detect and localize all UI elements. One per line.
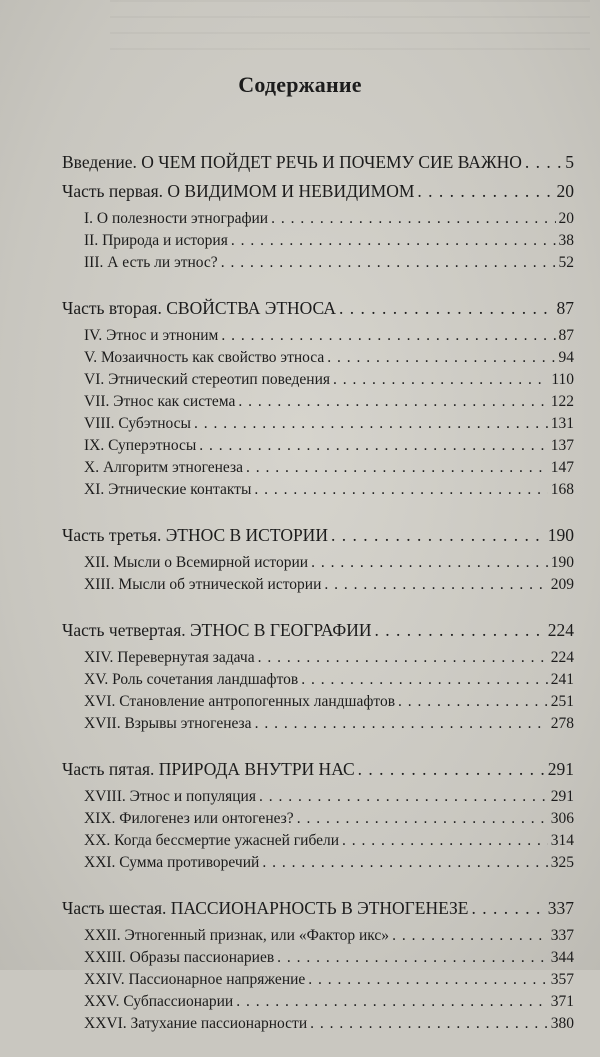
toc-leader-dots <box>246 457 548 479</box>
toc-entry-page: 224 <box>550 649 574 666</box>
toc-part <box>62 896 574 1035</box>
toc-entry-label: X. Алгоритм этногенеза <box>84 459 243 476</box>
toc-leader-dots <box>331 523 545 548</box>
toc-chapter <box>84 1013 574 1035</box>
toc-leader-dots <box>308 969 547 991</box>
toc-entry-label: IV. Этнос и этноним <box>84 327 219 344</box>
toc-entry-page: 314 <box>550 832 574 849</box>
toc-entry-label: VII. Этнос как система <box>84 393 236 410</box>
toc-entry-page: 291 <box>547 759 574 779</box>
toc-entry-label: XV. Роль сочетания ландшафтов <box>84 671 299 688</box>
toc-chapter <box>84 991 574 1013</box>
toc-chapter <box>84 786 574 808</box>
toc-chapter <box>84 808 574 830</box>
toc-entry-page: 52 <box>558 254 574 271</box>
toc-entry-label: XXIV. Пассионарное напряжение <box>84 971 306 988</box>
toc-entry-page: 337 <box>550 927 574 944</box>
toc-leader-dots <box>221 252 556 274</box>
bleed-through-text <box>110 0 590 60</box>
toc-entry-page: 380 <box>550 1015 574 1032</box>
toc-chapter <box>84 713 574 735</box>
toc-entry-page: 190 <box>550 554 574 571</box>
toc-entry-page: 147 <box>550 459 574 476</box>
toc-chapter <box>84 413 574 435</box>
toc-leader-dots <box>471 896 544 921</box>
toc-chapter <box>84 252 574 274</box>
toc-part <box>62 618 574 735</box>
toc-leader-dots <box>525 150 562 175</box>
page-title: Содержание <box>238 72 362 97</box>
toc-entry-page: 87 <box>556 298 574 318</box>
toc-entry-page: 20 <box>556 181 574 201</box>
toc-entry-label: IX. Суперэтносы <box>84 437 197 454</box>
toc-entry-page: 371 <box>550 993 574 1010</box>
toc-part-heading <box>62 757 574 782</box>
toc-part <box>62 757 574 874</box>
toc-entry-label: Часть шестая. ПАССИОНАРНОСТЬ В ЭТНОГЕНЕЗЕ <box>62 898 469 918</box>
toc-chapter <box>84 457 574 479</box>
toc-entry-page: 291 <box>550 788 574 805</box>
toc-chapter <box>84 647 574 669</box>
toc-leader-dots <box>310 1013 548 1035</box>
toc-chapter <box>84 391 574 413</box>
toc-leader-dots <box>311 552 548 574</box>
toc-entry-label: Часть третья. ЭТНОС В ИСТОРИИ <box>62 525 328 545</box>
toc-entry-page: 357 <box>550 971 574 988</box>
toc-entry-page: 344 <box>550 949 574 966</box>
toc-entry-label: XXI. Сумма противоречий <box>84 854 260 871</box>
toc-entry-label: XI. Этнические контакты <box>84 481 252 498</box>
toc-entry-label: III. А есть ли этнос? <box>84 254 218 271</box>
toc-chapter <box>84 691 574 713</box>
toc-entry-label: II. Природа и история <box>84 232 228 249</box>
toc-entry-label: XVI. Становление антропогенных ландшафтов <box>84 693 396 710</box>
toc-entry-page: 137 <box>550 437 574 454</box>
toc-entry-label: V. Мозаичность как свойство этноса <box>84 349 325 366</box>
toc-part <box>62 296 574 501</box>
toc-chapter <box>84 852 574 874</box>
toc-entry-label: VIII. Субэтносы <box>84 415 191 432</box>
toc-chapter <box>84 669 574 691</box>
toc-entry-page: 5 <box>565 152 574 172</box>
toc-leader-dots <box>221 325 555 347</box>
toc-entry-label: XXV. Субпассионарии <box>84 993 234 1010</box>
toc-leader-dots <box>199 435 547 457</box>
toc-part <box>62 179 574 274</box>
toc-chapter <box>84 552 574 574</box>
toc-entry-page: 251 <box>550 693 574 710</box>
toc-leader-dots <box>392 925 548 947</box>
toc-leader-dots <box>194 413 548 435</box>
toc-leader-dots <box>375 618 545 643</box>
toc-entry-page: 209 <box>550 576 574 593</box>
toc-chapter <box>84 369 574 391</box>
toc-entry-page: 337 <box>547 898 574 918</box>
toc-chapter <box>84 230 574 252</box>
toc-leader-dots <box>259 786 548 808</box>
toc-part-heading <box>62 179 574 204</box>
toc-entry-page: 278 <box>550 715 574 732</box>
toc-entry-label: Часть вторая. СВОЙСТВА ЭТНОСА <box>62 298 336 318</box>
toc-leader-dots <box>333 369 548 391</box>
toc-leader-dots <box>258 647 548 669</box>
toc-leader-dots <box>327 347 555 369</box>
toc-leader-dots <box>262 852 547 874</box>
toc-leader-dots <box>398 691 548 713</box>
toc-entry-label: XIII. Мысли об этнической истории <box>84 576 322 593</box>
toc-leader-dots <box>297 808 548 830</box>
toc-entry-label: XII. Мысли о Всемирной истории <box>84 554 309 571</box>
toc-leader-dots <box>277 947 548 969</box>
toc-chapter <box>84 325 574 347</box>
toc-entry-label: XVII. Взрывы этногенеза <box>84 715 252 732</box>
toc-entry-label: XIV. Перевернутая задача <box>84 649 255 666</box>
toc-entry-label: Часть первая. О ВИДИМОМ И НЕВИДИМОМ <box>62 181 415 201</box>
toc-entry-page: 306 <box>550 810 574 827</box>
toc-chapter <box>84 208 574 230</box>
toc-entry-label: Часть пятая. ПРИРОДА ВНУТРИ НАС <box>62 759 355 779</box>
toc-chapter <box>84 947 574 969</box>
toc-chapter <box>84 830 574 852</box>
toc-entry-page: 168 <box>550 481 574 498</box>
toc-entry-label: XIX. Филогенез или онтогенез? <box>84 810 294 827</box>
toc-leader-dots <box>301 669 548 691</box>
toc-leader-dots <box>417 179 553 204</box>
toc-chapter <box>84 347 574 369</box>
toc-leader-dots <box>254 479 547 501</box>
toc-entry-label: XXIII. Образы пассионариев <box>84 949 275 966</box>
toc-entry-page: 87 <box>558 327 574 344</box>
toc-parts <box>62 179 574 1035</box>
toc-entry-label: XVIII. Этнос и популяция <box>84 788 256 805</box>
toc-entry-page: 325 <box>550 854 574 871</box>
toc-entry-page: 131 <box>550 415 574 432</box>
toc-part-heading <box>62 523 574 548</box>
toc-chapter <box>84 574 574 596</box>
toc-leader-dots <box>324 574 547 596</box>
table-of-contents <box>62 150 574 1057</box>
toc-entry-page: 94 <box>558 349 574 366</box>
toc-entry-label: Введение. О ЧЕМ ПОЙДЕТ РЕЧЬ И ПОЧЕМУ СИЕ ВАЖНО <box>62 152 522 172</box>
toc-entry-page: 38 <box>558 232 574 249</box>
toc-leader-dots <box>231 230 556 252</box>
toc-entry-label: VI. Этнический стереотип поведения <box>84 371 331 388</box>
toc-entry-page: 241 <box>550 671 574 688</box>
toc-part-heading <box>62 618 574 643</box>
toc-entry-page: 224 <box>547 620 574 640</box>
toc-chapter <box>84 925 574 947</box>
toc-leader-dots <box>342 830 548 852</box>
toc-part <box>62 523 574 596</box>
toc-entry-page: 122 <box>550 393 574 410</box>
toc-entry-label: XXII. Этногенный признак, или «Фактор икс» <box>84 927 390 944</box>
toc-part-heading <box>62 896 574 921</box>
toc-chapter <box>84 969 574 991</box>
toc-entry-label: XX. Когда бессмертие ужасней гибели <box>84 832 340 849</box>
toc-entry-label: Часть четвертая. ЭТНОС В ГЕОГРАФИИ <box>62 620 372 640</box>
toc-leader-dots <box>255 713 548 735</box>
toc-intro <box>62 150 574 175</box>
toc-chapter <box>84 435 574 457</box>
toc-entry-page: 110 <box>551 371 574 388</box>
toc-entry-page: 190 <box>547 525 574 545</box>
toc-leader-dots <box>358 757 545 782</box>
toc-leader-dots <box>339 296 554 321</box>
toc-entry-label: I. О полезности этнографии <box>84 210 269 227</box>
toc-entry-label: XXVI. Затухание пассионарности <box>84 1015 308 1032</box>
toc-part-heading <box>62 296 574 321</box>
toc-leader-dots <box>271 208 555 230</box>
toc-entry-page: 20 <box>558 210 574 227</box>
toc-leader-dots <box>236 991 548 1013</box>
toc-chapter <box>84 479 574 501</box>
toc-leader-dots <box>238 391 547 413</box>
